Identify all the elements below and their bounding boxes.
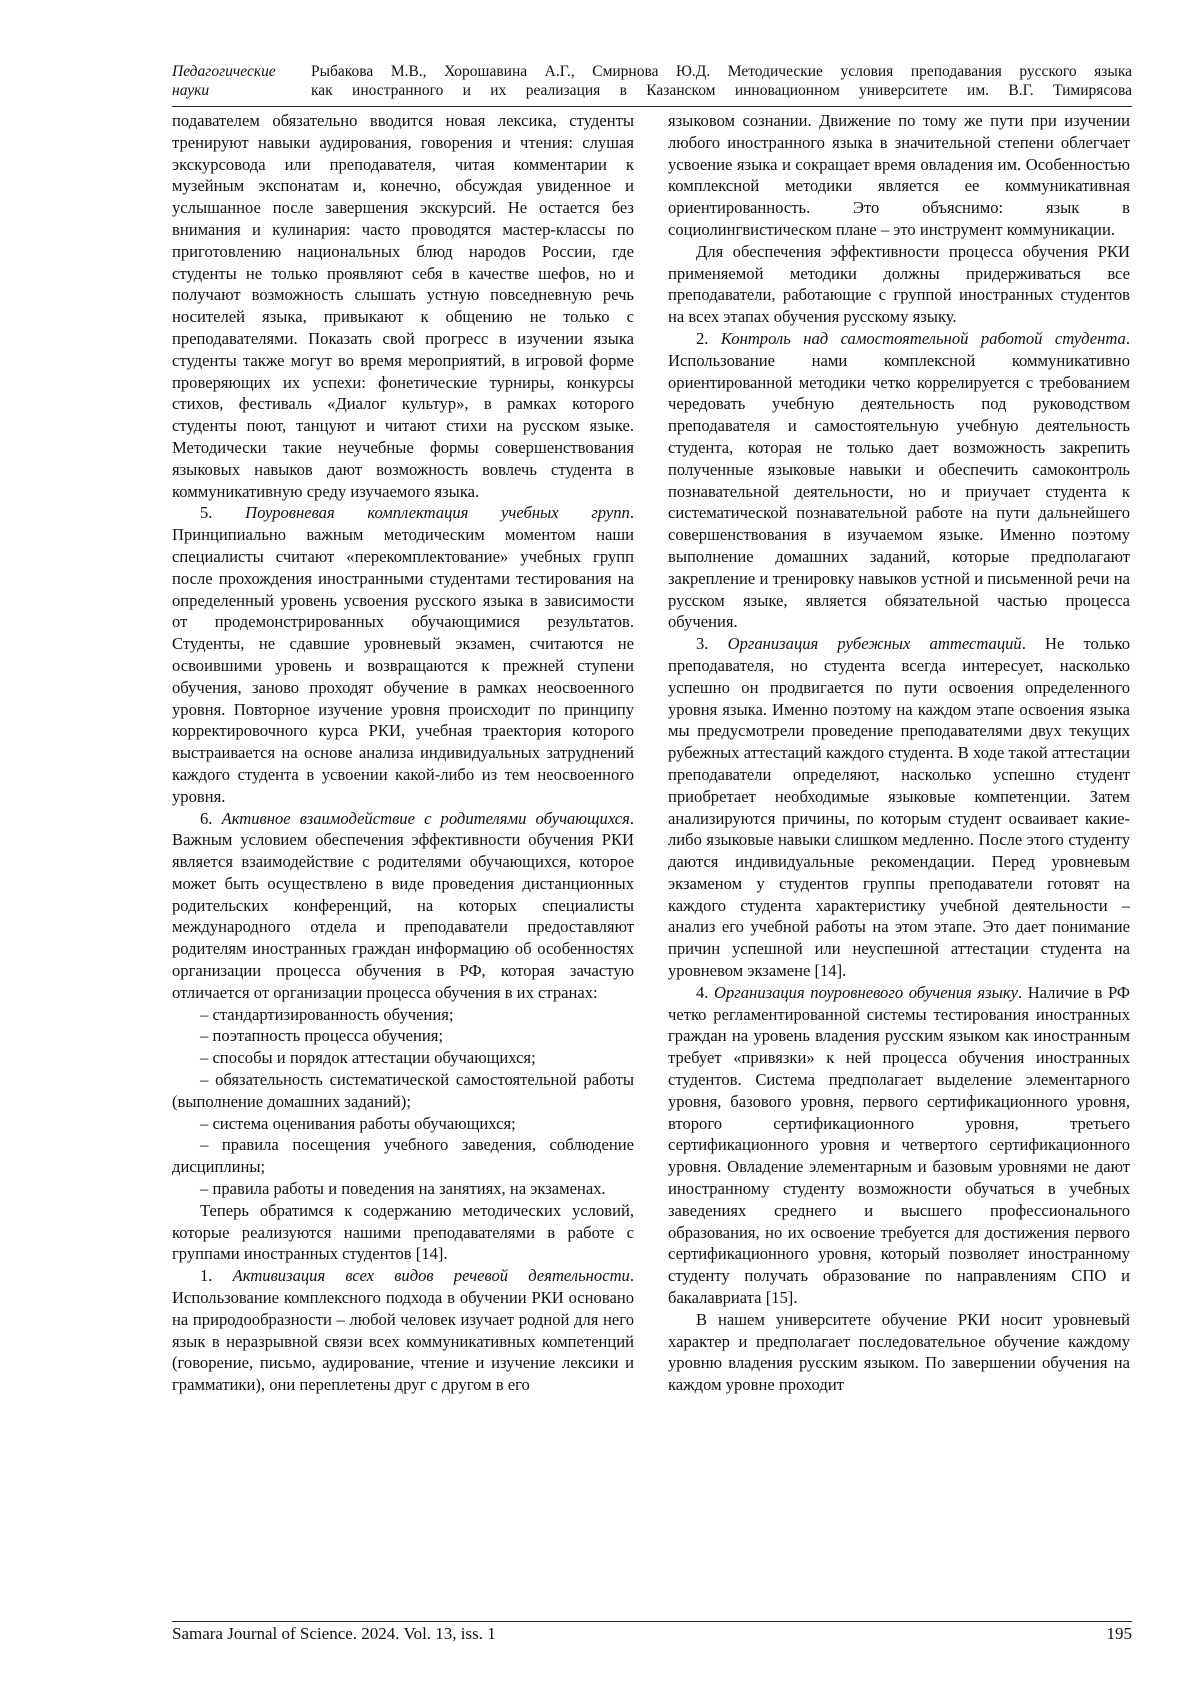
paragraph bbox=[172, 502, 634, 807]
item-text: . Использование комплексного подхода в обучении РКИ основано на природообразности – любой человек изучает родной для него язык в неразрывной связи всех коммуникативных компетенций (говорение, письмо, аудирование, чтение и изучение лексики и грамматики), они переплетены друг с другом в его bbox=[172, 1266, 635, 1395]
left-column bbox=[172, 110, 634, 1396]
paragraph bbox=[172, 1265, 634, 1396]
item-text: . Использование нами комплексной коммуникативно ориентированной методики четко коррелируется с требованием чередовать учебную деятельность под руководством преподавателя и самостоятельную учебную деятельность студента, которая не только дает возможность закрепить полученные языковые навыки и обеспечить самоконтроль познавательной деятельности, но и приучает студента к систематической познавательной работе на пути дальнейшего совершенствования в изучаемом языке. Именно поэтому выполнение домашних заданий, которые предполагают закрепление и тренировку навыков устной и письменной речи на русском языке, является обязательной частью процесса обучения. bbox=[668, 328, 1131, 632]
paragraph: В нашем университете обучение РКИ носит уровневый характер и предполагает последовательное обучение каждому уровню владения русским языком. По завершении обучения на каждом уровне проходит bbox=[668, 1309, 1130, 1395]
list-item: – система оценивания работы обучающихся; bbox=[200, 1113, 516, 1133]
item-title: Поуровневая комплектация учебных групп bbox=[245, 503, 630, 523]
item-number: 2. bbox=[696, 328, 721, 348]
item-text: . Принципиально важным методическим моментом наши специалисты считают «перекомплектование» учебных групп после прохождения иностранными студентами тестирования на определенный уровень усвоения русского языка в зависимости от продемонстрированных обучающимися результатов. Студенты, не сдавшие уровневый экзамен, считаются не освоившими уровень и возвращаются к прежней ступени обучения, заново проходят обучение в рамках неосвоенного уровня. Повторное изучение уровня происходит по принципу корректировочного курса РКИ, учебная траектория которого выстраивается на основе анализа индивидуальных затруднений каждого студента в усвоении какой-либо из тем неосвоенного уровня. bbox=[172, 503, 634, 806]
journal-citation: Samara Journal of Science. 2024. Vol. 13, iss. 1 bbox=[172, 1624, 496, 1643]
item-title: Организация рубежных аттестаций bbox=[727, 634, 1022, 654]
section-line-1: Педагогические bbox=[172, 63, 276, 80]
paragraph bbox=[668, 633, 1130, 982]
article-citation bbox=[311, 62, 1132, 100]
citation-line-2: как иностранного и их реализация в Казанском инновационном университете им. В.Г. Тимирясова bbox=[311, 82, 1132, 99]
item-number: 1. bbox=[200, 1266, 233, 1286]
paragraph bbox=[668, 982, 1130, 1309]
list-item: – обязательность систематической самостоятельной работы (выполнение домашних заданий); bbox=[172, 1070, 634, 1111]
item-text: . Важным условием обеспечения эффективности обучения РКИ является взаимодействие с родителями обучающихся, которое может быть осуществлено в виде проведения дистанционных родительских конференций, на которых специалисты международного отдела и преподаватели предоставляют родителям иностранных граждан информацию об особенностях организации процесса обучения в РФ, которая зачастую отличается от организации процесса обучения в их странах: bbox=[172, 808, 635, 1002]
paragraph bbox=[172, 808, 634, 1004]
paragraph: Для обеспечения эффективности процесса обучения РКИ применяемой методики должны придерживаться все преподаватели, работающие с группой иностранных студентов на всех этапах обучения русскому языку. bbox=[668, 241, 1130, 327]
item-number: 5. bbox=[200, 503, 246, 523]
item-text: . Не только преподавателя, но студента всегда интересует, насколько успешно он продвигается по пути освоения определенного уровня языка. Именно поэтому на каждом этапе освоения языка мы предусмотрели проведение преподавателями двух текущих рубежных аттестаций каждого студента. В ходе такой аттестации преподаватели определяют, насколько успешно студент приобретает необходимые языковые компетенции. Затем анализируются причины, по которым студент осваивает какие-либо языковые навыки слишком медленно. После этого студенту даются индивидуальные рекомендации. Перед уровневым экзаменом у студентов группы преподаватели готовят на каждого студента характеристику учебной деятельности – анализ его учебной работы на этом этапе. Это дает понимание причин успешной или неуспешной аттестации студента на уровневом экзамене [14]. bbox=[668, 634, 1130, 981]
running-header bbox=[172, 60, 1132, 107]
list-item: – стандартизированность обучения; bbox=[200, 1004, 454, 1024]
paragraph: подавателем обязательно вводится новая лексика, студенты тренируют навыки аудирования, говорения и чтения: слушая экскурсовода или преподавателя, читая комментарии к музейным экспонатам и, конечно, обсуждая увиденное и услышанное после завершения экскурсий. Не остается без внимания и кулинария: часто проводятся мастер-классы по приготовлению национальных блюд народов России, где студенты не только проявляют себя в качестве шефов, но и получают возможность слышать устную повседневную речь носителей языка, привыкают к общению не только с преподавателями. Показать свой прогресс в изучении языка студенты также могут во время мероприятий, в игровой форме проверяющих их успехи: фонетические турниры, конкурсы стихов, фестиваль «Диалог культур», в рамках которого студенты поют, танцуют и читают стихи на русском языке. Методически такие неучебные формы совершенствования языковых навыков дают возможность вовлечь студента в коммуникативную среду изучаемого языка. bbox=[172, 111, 634, 501]
right-column bbox=[668, 110, 1130, 1396]
section-line-2: науки bbox=[172, 82, 210, 99]
item-text: . Наличие в РФ четко регламентированной системы тестирования иностранных граждан на уровень владения русским языком как иностранным требует «привязки» к ней процесса обучения иностранных студентов. Система предполагает выделение элементарного уровня, базового уровня, первого сертификационного уровня, второго сертификационного уровня, третьего сертификационного уровня и четвертого сертификационного уровня. Овладение элементарным и базовым уровнями не дают иностранному студенту возможности обучаться в учебных заведениях среднего и высшего профессионального образования, но их освоение требуется для достижения первого сертификационного уровня, который позволяет иностранному студенту получать образование по направлениям СПО и бакалавриата [15]. bbox=[668, 982, 1130, 1308]
running-footer bbox=[172, 1621, 1132, 1643]
item-title: Активизация всех видов речевой деятельности bbox=[232, 1266, 630, 1286]
item-number: 3. bbox=[696, 634, 728, 654]
list-item: – способы и порядок аттестации обучающихся; bbox=[200, 1048, 536, 1068]
item-title: Организация поуровневого обучения языку bbox=[714, 982, 1018, 1002]
item-number: 6. bbox=[200, 808, 222, 828]
list-item: – правила посещения учебного заведения, соблюдение дисциплины; bbox=[172, 1135, 634, 1177]
paragraph bbox=[668, 328, 1130, 633]
section-label bbox=[172, 62, 307, 100]
paragraph: Теперь обратимся к содержанию методических условий, которые реализуются нашими преподавателями в работе с группами иностранных студентов [14]. bbox=[172, 1200, 634, 1264]
item-title: Контроль над самостоятельной работой студента bbox=[720, 328, 1126, 348]
page-number: 195 bbox=[1106, 1624, 1132, 1643]
paragraph: языковом сознании. Движение по тому же пути при изучении любого иностранного языка в значительной степени облегчает усвоение языка и сокращает время овладения им. Особенностью комплексной методики является ее коммуникативная ориентированность. Это объяснимо: язык в социолингвистическом плане – это инструмент коммуникации. bbox=[668, 111, 1130, 239]
list-item: – правила работы и поведения на занятиях, на экзаменах. bbox=[200, 1179, 606, 1199]
list-item: – поэтапность процесса обучения; bbox=[200, 1026, 444, 1046]
item-number: 4. bbox=[696, 982, 715, 1002]
item-title: Активное взаимодействие с родителями обучающихся bbox=[221, 808, 630, 828]
citation-line-1: Рыбакова М.В., Хорошавина А.Г., Смирнова Ю.Д. Методические условия преподавания русского языка bbox=[311, 63, 1132, 80]
